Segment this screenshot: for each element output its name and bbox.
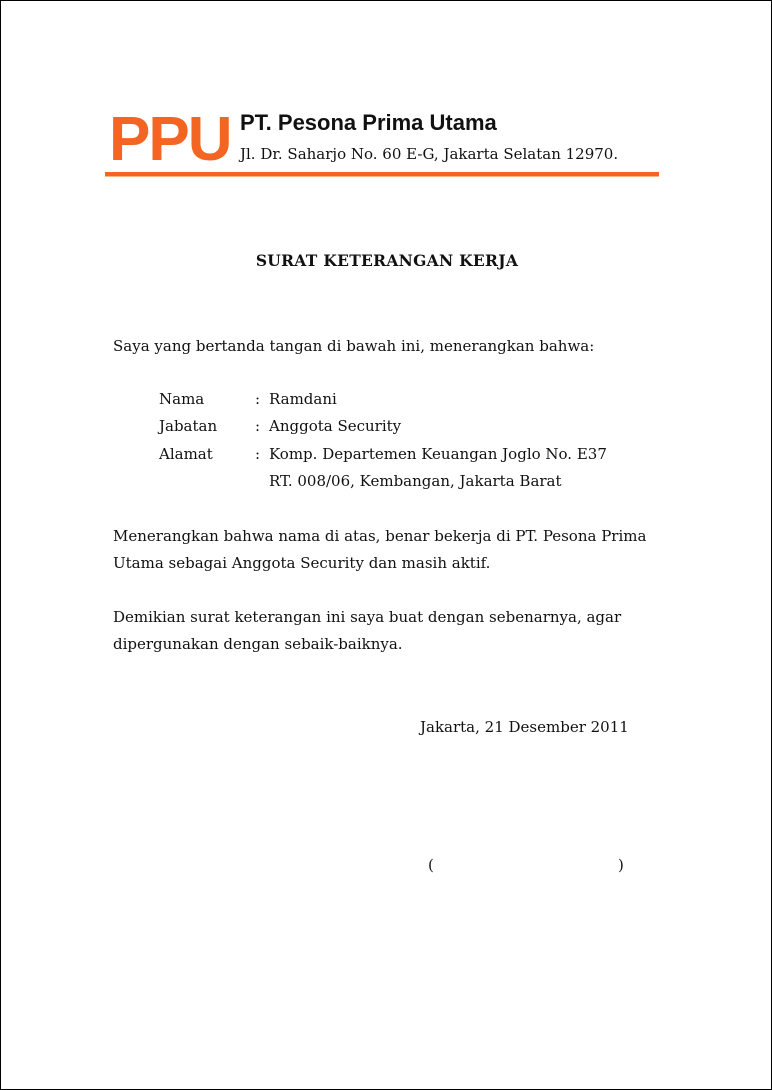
company-address: Jl. Dr. Saharjo No. 60 E-G, Jakarta Selatan 12970. [240, 145, 619, 163]
field-value: Komp. Departemen Keuangan Joglo No. E37 [269, 445, 607, 463]
statement-line-1: Menerangkan bahwa nama di atas, benar bekerja di PT. Pesona Prima [113, 527, 647, 545]
field-label: Jabatan [159, 417, 218, 435]
place-date: Jakarta, 21 Desember 2011 [420, 718, 629, 736]
field-colon: : [255, 390, 261, 408]
field-colon: : [255, 417, 261, 435]
closing-line-2: dipergunakan dengan sebaik-baiknya. [113, 635, 403, 653]
signature-bracket-open: ( [428, 856, 434, 874]
address-line-2: RT. 008/06, Kembangan, Jakarta Barat [269, 472, 562, 490]
field-label: Alamat [159, 445, 213, 463]
closing-line-1: Demikian surat keterangan ini saya buat dengan sebenarnya, agar [113, 608, 622, 626]
field-label: Nama [159, 390, 205, 408]
field-colon: : [255, 445, 261, 463]
company-name: PT. Pesona Prima Utama [240, 110, 497, 135]
header-divider [105, 172, 659, 177]
field-value: Anggota Security [269, 417, 402, 435]
intro-paragraph: Saya yang bertanda tangan di bawah ini, menerangkan bahwa: [113, 337, 595, 355]
field-row-name [159, 386, 337, 413]
field-row-position [159, 413, 401, 440]
statement-line-2: Utama sebagai Anggota Security dan masih aktif. [113, 554, 491, 572]
letter-title: SURAT KETERANGAN KERJA [255, 251, 519, 270]
signature-bracket-close: ) [618, 856, 624, 874]
company-logo: PPU [109, 105, 231, 174]
field-value: Ramdani [269, 390, 337, 408]
field-row-address [159, 441, 607, 468]
